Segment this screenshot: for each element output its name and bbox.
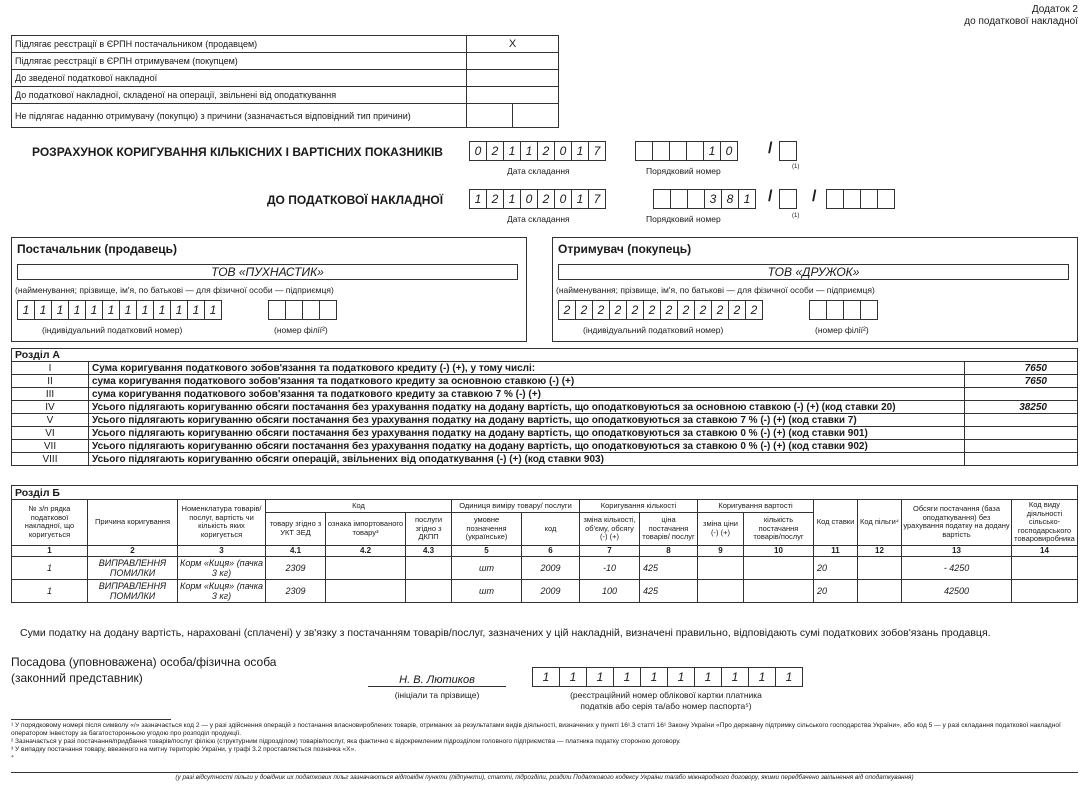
- invoice-number-label: Порядковий номер: [646, 214, 721, 224]
- digit-cell: 1: [51, 300, 69, 320]
- suffix-digit-cell: [779, 189, 797, 209]
- cell-dkpp: [406, 556, 452, 579]
- calc-footnote-mark: (1): [792, 164, 800, 170]
- cell-benefit-code: [858, 579, 902, 602]
- slash-separator: /: [768, 188, 773, 205]
- row-text: Усього підлягають коригуванню обсяги операцій, звільнених від оподаткування (-) (+) (код ставки 903): [89, 453, 965, 466]
- cell-price-change: [698, 579, 744, 602]
- invoice-date-label: Дата складання: [507, 214, 570, 224]
- column-index: 7: [580, 545, 640, 556]
- flag-mark: X: [467, 36, 559, 53]
- cell-import-mark: [326, 556, 406, 579]
- seller-branch-caption: (номер філії²): [274, 325, 328, 335]
- digit-cell: 1: [119, 300, 137, 320]
- calc-number-cells: [635, 141, 737, 161]
- footnote-2: ² Зазначається у разі постачання/придбання товарів/послуг філією (структурним підрозділом) товарів/послуг, яка фактично є відокремленим підрозділом головного підприємства — платника податку стороною договору.: [11, 738, 681, 745]
- appendix-heading: [964, 4, 1078, 28]
- col-header-activity-code: Код виду діяльності сільсько-господарського товаровиробника: [1012, 500, 1078, 546]
- digit-cell: [687, 189, 705, 209]
- table-row: [12, 556, 1078, 579]
- row-number: VIII: [12, 453, 89, 466]
- cell-row-number: 1: [12, 556, 88, 579]
- invoice-date-cells: [469, 189, 605, 209]
- flag-label: Підлягає реєстрації в ЄРПН отримувачем (покупцем): [12, 53, 467, 70]
- column-index: 1: [12, 545, 88, 556]
- cell-unit-code: 2009: [522, 579, 580, 602]
- digit-cell: [670, 189, 688, 209]
- digit-cell: 1: [694, 667, 722, 687]
- digit-cell: 7: [588, 189, 606, 209]
- col-header-unit: Одиниця виміру товару/ послуги: [452, 500, 580, 513]
- flag-reason-cell: [467, 104, 513, 128]
- footnotes: [11, 722, 1078, 762]
- column-index: 5: [452, 545, 522, 556]
- digit-cell: 8: [721, 189, 739, 209]
- table-row: [12, 579, 1078, 602]
- digit-cell: 1: [17, 300, 35, 320]
- digit-cell: [653, 189, 671, 209]
- section-a-row: [12, 388, 1078, 401]
- flag-row: [12, 36, 559, 53]
- digit-cell: 1: [721, 667, 749, 687]
- cell-price-change: [698, 556, 744, 579]
- section-a-row: [12, 427, 1078, 440]
- section-b-table: [11, 485, 1078, 603]
- vat-statement: Суми податку на додану вартість, нараховані (сплачені) у зв'язку з постачанням товарів/послуг, зазначених у цій накладній, визначені правильно, відповідають сумі податкових зобов'язань продавця.: [20, 627, 991, 639]
- digit-cell: 1: [503, 189, 521, 209]
- cell-qty-change: -10: [580, 556, 640, 579]
- col-header-price-adjustment: Коригування вартості: [698, 500, 814, 513]
- branch-cell: [302, 300, 320, 320]
- section-a-title: Розділ А: [12, 349, 1078, 362]
- column-index: 6: [522, 545, 580, 556]
- branch-cell: [860, 300, 878, 320]
- row-value: 38250: [965, 401, 1078, 414]
- extra-digit-cell: [826, 189, 844, 209]
- flag-row: [12, 70, 559, 87]
- digit-cell: 2: [486, 141, 504, 161]
- branch-cell: [826, 300, 844, 320]
- flag-row: [12, 87, 559, 104]
- cell-import-mark: [326, 579, 406, 602]
- buyer-heading: Отримувач (покупець): [558, 242, 692, 256]
- column-index: 12: [858, 545, 902, 556]
- flag-label: До податкової накладної, складеної на операції, звільнені від оподаткування: [12, 87, 467, 104]
- digit-cell: 2: [694, 300, 712, 320]
- digit-cell: 0: [520, 189, 538, 209]
- section-a-row: [12, 401, 1078, 414]
- cell-unit-symbol: шт: [452, 579, 522, 602]
- digit-cell: 1: [68, 300, 86, 320]
- buyer-branch-cells: [809, 300, 877, 320]
- digit-cell: 1: [503, 141, 521, 161]
- calc-date-label: Дата складання: [507, 166, 570, 176]
- seller-ipn-caption: (індивідуальний податковий номер): [42, 325, 183, 335]
- column-index: 11: [814, 545, 858, 556]
- registration-flags-table: [11, 35, 559, 128]
- buyer-ipn-caption: (індивідуальний податковий номер): [583, 325, 724, 335]
- footnote-1: ¹ У порядковому номері після символу «/» зазначається код 2 — у разі здійснення операцій з постачання власновироблених товарів, отриманих за результатами видів діяльності, визначених у пункті 16¹.3 статті 16¹ Закону України «Про державну підтримку сільського господарства України», або код 5 — у разі складання податкової накладної оператором інвестору за багатосторонньою угодою про розподіл продукції.: [11, 722, 1061, 737]
- cell-qty-change: 100: [580, 579, 640, 602]
- signer-block: [11, 654, 276, 686]
- flag-label: Не підлягає наданню отримувачу (покупцю) з причини (зазначається відповідний тип причини): [12, 104, 467, 128]
- col-header-row-number: № з/п рядка податкової накладної, що коригується: [12, 500, 88, 546]
- signer-reg-caption-line1: (реєстраційний номер облікової картки платника: [570, 690, 762, 700]
- signer-line2: (законний представник): [11, 671, 143, 685]
- cell-activity-code: [1012, 579, 1078, 602]
- digit-cell: 7: [588, 141, 606, 161]
- row-text: Усього підлягають коригуванню обсяги постачання без урахування податку на додану вартість, що оподатковуються за ставкою 7 % (-) (+) (код ставки 7): [89, 414, 965, 427]
- column-index: 9: [698, 545, 744, 556]
- row-text: Усього підлягають коригуванню обсяги постачання без урахування податку на додану вартість, що оподатковуються за ставкою 0 % (-) (+) (код ставки 901): [89, 427, 965, 440]
- section-b-title: Розділ Б: [12, 486, 1078, 500]
- appendix-line1: Додаток 2: [1031, 4, 1078, 15]
- column-index: 13: [902, 545, 1012, 556]
- cell-dkpp: [406, 579, 452, 602]
- digit-cell: 1: [571, 141, 589, 161]
- signer-reg-cells: [532, 667, 802, 687]
- digit-cell: 1: [738, 189, 756, 209]
- invoice-number-cells: [653, 189, 755, 209]
- digit-cell: 1: [613, 667, 641, 687]
- buyer-ipn-cells: [558, 300, 762, 320]
- digit-cell: 1: [187, 300, 205, 320]
- signer-name-caption: (ініціали та прізвище): [394, 690, 480, 700]
- digit-cell: 1: [469, 189, 487, 209]
- buyer-block: [552, 237, 1078, 342]
- digit-cell: 1: [703, 141, 721, 161]
- slash-separator: /: [812, 188, 817, 205]
- invoice-footnote-mark: (1): [792, 213, 800, 219]
- seller-ipn-cells: [17, 300, 221, 320]
- cell-reason: ВИПРАВЛЕННЯ ПОМИЛКИ: [88, 579, 178, 602]
- buyer-name: ТОВ «ДРУЖОК»: [558, 264, 1069, 280]
- row-number: VI: [12, 427, 89, 440]
- col-header-supply-price: ціна постачання товарів/ послуг: [640, 513, 698, 545]
- cell-uktzed: 2309: [266, 556, 326, 579]
- column-index: 3: [178, 545, 266, 556]
- digit-cell: 1: [640, 667, 668, 687]
- section-a-table: [11, 348, 1078, 466]
- footnote-4-line: [11, 772, 1078, 773]
- calc-number-label: Порядковий номер: [646, 166, 721, 176]
- row-value: [965, 414, 1078, 427]
- footnote-3: ³ У випадку постачання товару, ввезеного на митну територію України, у графі 3.2 проставляється позначка «Х».: [11, 746, 357, 753]
- cell-rate-code: 20: [814, 579, 858, 602]
- digit-cell: 1: [667, 667, 695, 687]
- cell-nomenclature: Корм «Киця» (пачка 3 кг): [178, 556, 266, 579]
- buyer-branch-caption: (номер філії²): [815, 325, 869, 335]
- slash-separator: /: [768, 140, 773, 157]
- row-text: Усього підлягають коригуванню обсяги постачання без урахування податку на додану вартість, що оподатковуються за основною ставкою (-) (+) (код ставки 20): [89, 401, 965, 414]
- col-header-qty-change: зміна кількості, об'єму, обсягу (-) (+): [580, 513, 640, 545]
- signer-name: Н. В. Лютиков: [368, 674, 506, 687]
- digit-cell: 3: [704, 189, 722, 209]
- digit-cell: 1: [170, 300, 188, 320]
- digit-cell: 1: [532, 667, 560, 687]
- col-header-code: Код: [266, 500, 452, 513]
- digit-cell: 2: [537, 189, 555, 209]
- digit-cell: [635, 141, 653, 161]
- row-value: [965, 440, 1078, 453]
- cell-supply-qty: [744, 556, 814, 579]
- flag-label: Підлягає реєстрації в ЄРПН постачальником (продавцем): [12, 36, 467, 53]
- col-header-nomenclature: Номенклатура товарів/послуг, вартість чи кількість яких коригується: [178, 500, 266, 546]
- digit-cell: [686, 141, 704, 161]
- col-header-rate-code: Код ставки: [814, 500, 858, 546]
- col-header-price-change: зміна ціни (-) (+): [698, 513, 744, 545]
- cell-benefit-code: [858, 556, 902, 579]
- footnote-4-caption: (у разі відсутності пільги у довідник их податкових пільг зазначаються відповідні пункти (підпункти), статті, підрозділи, розділи Податкового кодексу України та/або міжнародного договору, якими передбачено звільнення від оподаткування): [175, 774, 914, 781]
- section-a-row: [12, 453, 1078, 466]
- calc-title: РОЗРАХУНОК КОРИГУВАННЯ КІЛЬКІСНИХ І ВАРТІСНИХ ПОКАЗНИКІВ: [32, 145, 443, 159]
- section-a-row: [12, 362, 1078, 375]
- digit-cell: 0: [469, 141, 487, 161]
- digit-cell: 1: [775, 667, 803, 687]
- digit-cell: 2: [643, 300, 661, 320]
- signer-line1: Посадова (уповноважена) особа/фізична особа: [11, 655, 277, 669]
- digit-cell: 1: [34, 300, 52, 320]
- extra-digit-cell: [843, 189, 861, 209]
- digit-cell: 1: [571, 189, 589, 209]
- row-number: III: [12, 388, 89, 401]
- row-text: Сума коригування податкового зобов'язання та податкового кредиту (-) (+), у тому числі:: [89, 362, 965, 375]
- column-index: 10: [744, 545, 814, 556]
- column-index: 8: [640, 545, 698, 556]
- digit-cell: 1: [586, 667, 614, 687]
- digit-cell: 2: [745, 300, 763, 320]
- section-a-row: [12, 414, 1078, 427]
- col-header-import-mark: ознака імпортованого товару³: [326, 513, 406, 545]
- row-value: 7650: [965, 362, 1078, 375]
- digit-cell: 1: [153, 300, 171, 320]
- digit-cell: 1: [85, 300, 103, 320]
- digit-cell: 2: [728, 300, 746, 320]
- flag-reason-cell: [513, 104, 559, 128]
- invoice-title: ДО ПОДАТКОВОЇ НАКЛАДНОЇ: [267, 193, 444, 207]
- digit-cell: 1: [102, 300, 120, 320]
- digit-cell: 2: [486, 189, 504, 209]
- col-header-supply-qty: кількість постачання товарів/послуг: [744, 513, 814, 545]
- seller-name: ТОВ «ПУХНАСТИК»: [17, 264, 518, 280]
- digit-cell: 0: [720, 141, 738, 161]
- digit-cell: 2: [575, 300, 593, 320]
- footnote-divider: [11, 719, 171, 720]
- extra-digit-cell: [860, 189, 878, 209]
- col-header-qty-adjustment: Коригування кількості: [580, 500, 698, 513]
- digit-cell: [652, 141, 670, 161]
- row-number: VII: [12, 440, 89, 453]
- row-number: IV: [12, 401, 89, 414]
- column-index: 4.1: [266, 545, 326, 556]
- cell-unit-symbol: шт: [452, 556, 522, 579]
- cell-reason: ВИПРАВЛЕННЯ ПОМИЛКИ: [88, 556, 178, 579]
- extra-digit-cell: [877, 189, 895, 209]
- col-header-reason: Причина коригування: [88, 500, 178, 546]
- branch-cell: [809, 300, 827, 320]
- digit-cell: 2: [609, 300, 627, 320]
- row-text: Усього підлягають коригуванню обсяги постачання без урахування податку на додану вартість, що оподатковуються за ставкою 0 % (-) (+) (код ставки 902): [89, 440, 965, 453]
- flag-row: [12, 53, 559, 70]
- row-text: сума коригування податкового зобов'язання та податкового кредиту за основною ставкою (-) (+): [89, 375, 965, 388]
- row-value: [965, 427, 1078, 440]
- cell-supply-qty: [744, 579, 814, 602]
- row-value: [965, 453, 1078, 466]
- row-number: I: [12, 362, 89, 375]
- cell-rate-code: 20: [814, 556, 858, 579]
- seller-heading: Постачальник (продавець): [17, 242, 178, 256]
- digit-cell: 2: [592, 300, 610, 320]
- flag-mark: [467, 53, 559, 70]
- digit-cell: 2: [660, 300, 678, 320]
- col-header-unit-symbol: умовне позначення (українське): [452, 513, 522, 545]
- col-header-benefit-code: Код пільги⁴: [858, 500, 902, 546]
- cell-unit-code: 2009: [522, 556, 580, 579]
- cell-supply-volume: 42500: [902, 579, 1012, 602]
- row-value: 7650: [965, 375, 1078, 388]
- section-a-row: [12, 375, 1078, 388]
- row-number: V: [12, 414, 89, 427]
- digit-cell: 0: [554, 141, 572, 161]
- digit-cell: 1: [136, 300, 154, 320]
- digit-cell: 2: [711, 300, 729, 320]
- branch-cell: [268, 300, 286, 320]
- column-index: 4.2: [326, 545, 406, 556]
- digit-cell: 2: [537, 141, 555, 161]
- digit-cell: 2: [626, 300, 644, 320]
- col-header-dkpp: послуги згідно з ДКПП: [406, 513, 452, 545]
- footnote-4: ⁴: [11, 754, 14, 761]
- column-index: 4.3: [406, 545, 452, 556]
- row-text: сума коригування податкового зобов'язання та податкового кредиту за ставкою 7 % (-) (+): [89, 388, 965, 401]
- seller-name-caption: (найменування; прізвище, ім'я, по батькові — для фізичної особи — підприємця): [15, 285, 334, 295]
- col-header-unit-code: код: [522, 513, 580, 545]
- digit-cell: 2: [677, 300, 695, 320]
- signer-reg-caption: [532, 690, 800, 712]
- suffix-digit-cell: [779, 141, 797, 161]
- appendix-line2: до податкової накладної: [964, 16, 1078, 27]
- col-header-uktzed: товару згідно з УКТ ЗЕД: [266, 513, 326, 545]
- cell-activity-code: [1012, 556, 1078, 579]
- branch-cell: [319, 300, 337, 320]
- cell-supply-price: 425: [640, 556, 698, 579]
- cell-nomenclature: Корм «Киця» (пачка 3 кг): [178, 579, 266, 602]
- cell-row-number: 1: [12, 579, 88, 602]
- digit-cell: 1: [204, 300, 222, 320]
- buyer-name-caption: (найменування; прізвище, ім'я, по батькові — для фізичної особи — підприємця): [556, 285, 875, 295]
- seller-block: [11, 237, 527, 342]
- digit-cell: 1: [748, 667, 776, 687]
- digit-cell: [669, 141, 687, 161]
- digit-cell: 1: [559, 667, 587, 687]
- cell-supply-volume: - 4250: [902, 556, 1012, 579]
- seller-branch-cells: [268, 300, 336, 320]
- flag-mark: [467, 70, 559, 87]
- row-value: [965, 388, 1078, 401]
- flag-mark: [467, 87, 559, 104]
- branch-cell: [285, 300, 303, 320]
- col-header-supply-volume: Обсяги постачання (база оподаткування) без урахування податку на додану вартість: [902, 500, 1012, 546]
- digit-cell: 0: [554, 189, 572, 209]
- column-index: 2: [88, 545, 178, 556]
- column-index: 14: [1012, 545, 1078, 556]
- flag-row: [12, 104, 559, 128]
- calc-date-cells: [469, 141, 605, 161]
- digit-cell: 1: [520, 141, 538, 161]
- signer-reg-caption-line2: податків або серія та/або номер паспорта⁵): [580, 701, 752, 711]
- row-number: II: [12, 375, 89, 388]
- flag-label: До зведеної податкової накладної: [12, 70, 467, 87]
- branch-cell: [843, 300, 861, 320]
- digit-cell: 2: [558, 300, 576, 320]
- column-index-row: [12, 545, 1078, 556]
- section-a-row: [12, 440, 1078, 453]
- cell-supply-price: 425: [640, 579, 698, 602]
- cell-uktzed: 2309: [266, 579, 326, 602]
